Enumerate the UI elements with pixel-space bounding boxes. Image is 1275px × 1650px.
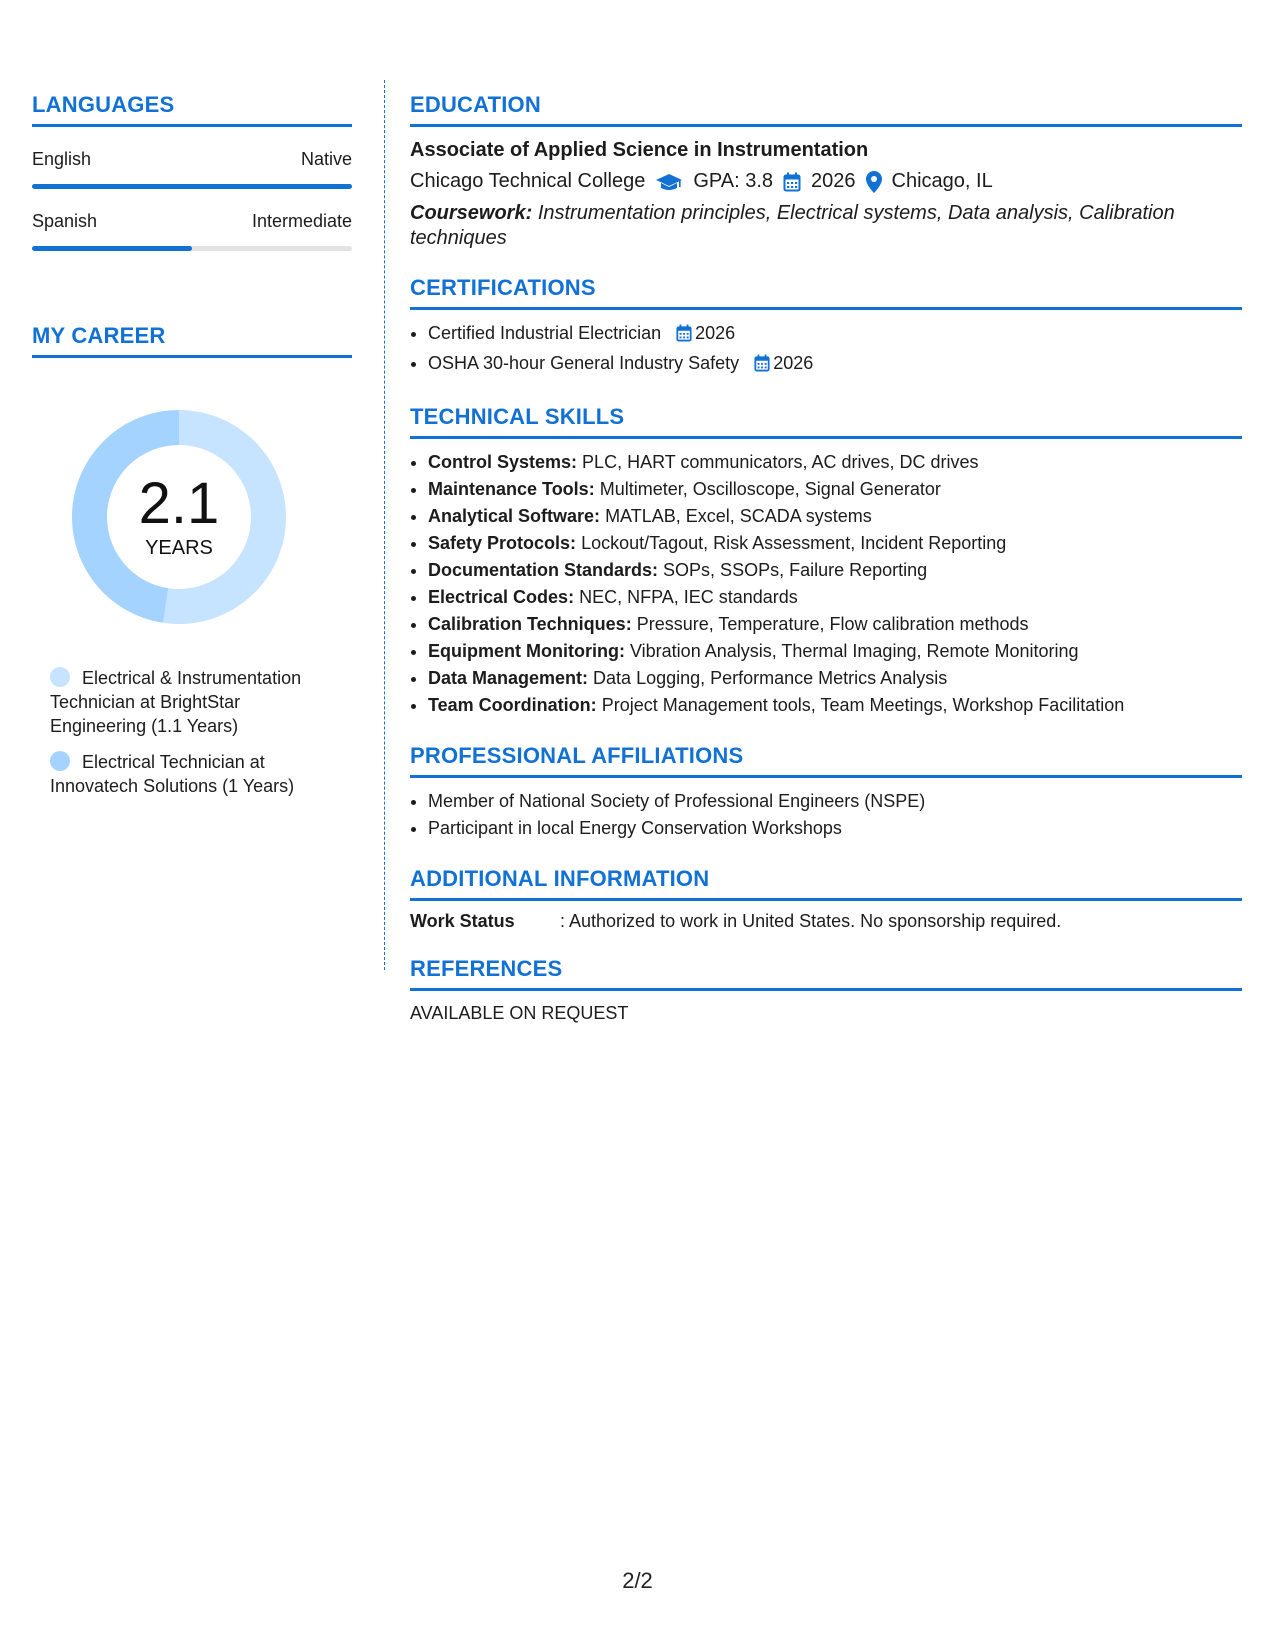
- certifications-list: [410, 320, 1242, 380]
- skills-title: TECHNICAL SKILLS: [410, 404, 1242, 439]
- skill-label: Documentation Standards:: [428, 560, 659, 580]
- legend-item: [50, 750, 330, 798]
- career-section: [32, 323, 352, 798]
- career-legend: [50, 666, 330, 798]
- skill-label: Calibration Techniques:: [428, 614, 632, 634]
- list-item: [428, 665, 1242, 692]
- coursework-text: Instrumentation principles, Electrical systems, Data analysis, Calibration techniques: [410, 202, 1175, 249]
- language-bar: [32, 246, 352, 251]
- list-item: [428, 350, 1242, 380]
- legend-label: Electrical Technician at Innovatech Solutions (1 Years): [50, 752, 295, 796]
- column-divider: [384, 80, 385, 970]
- work-status-label: Work Status: [410, 911, 515, 931]
- skill-value: PLC, HART communicators, AC drives, DC drives: [582, 452, 979, 472]
- certification-year: 2026: [773, 353, 814, 373]
- skill-value: NEC, NFPA, IEC standards: [579, 587, 798, 607]
- career-unit: YEARS: [145, 536, 213, 559]
- graduation-year: 2026: [811, 170, 856, 192]
- skill-label: Team Coordination:: [428, 695, 597, 715]
- skill-value: MATLAB, Excel, SCADA systems: [605, 506, 872, 526]
- languages-title: LANGUAGES: [32, 92, 352, 127]
- skill-value: Project Management tools, Team Meetings, Workshop Facilitation: [601, 695, 1125, 715]
- references-section: [410, 956, 1242, 1024]
- language-level: Native: [300, 149, 352, 169]
- skills-section: [410, 404, 1242, 719]
- degree-name: Associate of Applied Science in Instrumentation: [410, 139, 869, 161]
- legend-item: [50, 666, 330, 738]
- career-total-years: 2.1: [138, 470, 220, 536]
- skills-list: [410, 449, 1242, 719]
- language-english: [32, 149, 352, 189]
- skill-label: Safety Protocols:: [428, 533, 577, 553]
- language-name: English: [32, 149, 92, 169]
- language-bar-fill: [32, 246, 192, 251]
- coursework: [410, 201, 1242, 251]
- legend-label: Electrical & Instrumentation Technician at BrightStar Engineering (1.1 Years): [50, 668, 302, 736]
- skill-value: Pressure, Temperature, Flow calibration methods: [636, 614, 1029, 634]
- affiliations-title: PROFESSIONAL AFFILIATIONS: [410, 743, 1242, 778]
- calendar-icon: [676, 323, 692, 350]
- work-status-row: [410, 911, 1242, 932]
- coursework-label: Coursework:: [410, 202, 533, 224]
- school-location: Chicago, IL: [891, 170, 993, 192]
- list-item: [428, 449, 1242, 476]
- language-bar-fill: [32, 184, 352, 189]
- certification-year: 2026: [695, 323, 736, 343]
- list-item: [428, 638, 1242, 665]
- skill-label: Control Systems:: [428, 452, 578, 472]
- career-title: MY CAREER: [32, 323, 352, 358]
- skill-label: Data Management:: [428, 668, 589, 688]
- list-item: • Member of National Society of Professional Engineers (NSPE): [428, 788, 1242, 815]
- right-column: [410, 92, 1242, 1024]
- skill-value: Data Logging, Performance Metrics Analysis: [593, 668, 948, 688]
- skill-label: Maintenance Tools:: [428, 479, 595, 499]
- page-number: 2/2: [622, 1568, 653, 1593]
- list-item: [428, 557, 1242, 584]
- language-name: Spanish: [32, 211, 98, 231]
- list-item: [428, 584, 1242, 611]
- affiliations-list: [410, 788, 1242, 842]
- skill-value: Vibration Analysis, Thermal Imaging, Remote Monitoring: [629, 641, 1079, 661]
- work-status-value: : Authorized to work in United States. No sponsorship required.: [560, 911, 1062, 931]
- legend-dot: [50, 667, 70, 687]
- skill-label: Electrical Codes:: [428, 587, 575, 607]
- calendar-icon: [754, 353, 770, 380]
- left-column: [32, 92, 352, 810]
- graduation-cap-icon: [655, 172, 683, 192]
- list-item: [428, 530, 1242, 557]
- references-title: REFERENCES: [410, 956, 1242, 991]
- education-section: [410, 92, 1242, 251]
- additional-info-title: ADDITIONAL INFORMATION: [410, 866, 1242, 901]
- certifications-section: [410, 275, 1242, 380]
- list-item: [428, 692, 1242, 719]
- skill-value: SOPs, SSOPs, Failure Reporting: [663, 560, 928, 580]
- additional-info-section: [410, 866, 1242, 932]
- references-text: AVAILABLE ON REQUEST: [410, 1003, 629, 1023]
- calendar-icon: [783, 172, 801, 192]
- skill-value: Lockout/Tagout, Risk Assessment, Incident Reporting: [581, 533, 1007, 553]
- school-name: Chicago Technical College: [410, 170, 646, 192]
- skill-value: Multimeter, Oscilloscope, Signal Generator: [599, 479, 941, 499]
- education-title: EDUCATION: [410, 92, 1242, 127]
- career-donut-chart: [64, 402, 294, 632]
- list-item: [428, 611, 1242, 638]
- list-item: • Participant in local Energy Conservation Workshops: [428, 815, 1242, 842]
- list-item: [428, 476, 1242, 503]
- certification-name: Certified Industrial Electrician: [428, 323, 662, 343]
- legend-dot: [50, 751, 70, 771]
- language-level: Intermediate: [251, 211, 352, 231]
- location-pin-icon: [866, 171, 882, 193]
- language-spanish: [32, 211, 352, 251]
- certification-name: OSHA 30-hour General Industry Safety: [428, 353, 740, 373]
- skill-label: Analytical Software:: [428, 506, 601, 526]
- list-item: [428, 503, 1242, 530]
- list-item: [428, 320, 1242, 350]
- affiliations-section: [410, 743, 1242, 842]
- skill-label: Equipment Monitoring:: [428, 641, 625, 661]
- education-meta: [410, 170, 1242, 193]
- certifications-title: CERTIFICATIONS: [410, 275, 1242, 310]
- language-bar: [32, 184, 352, 189]
- gpa: GPA: 3.8: [693, 170, 774, 192]
